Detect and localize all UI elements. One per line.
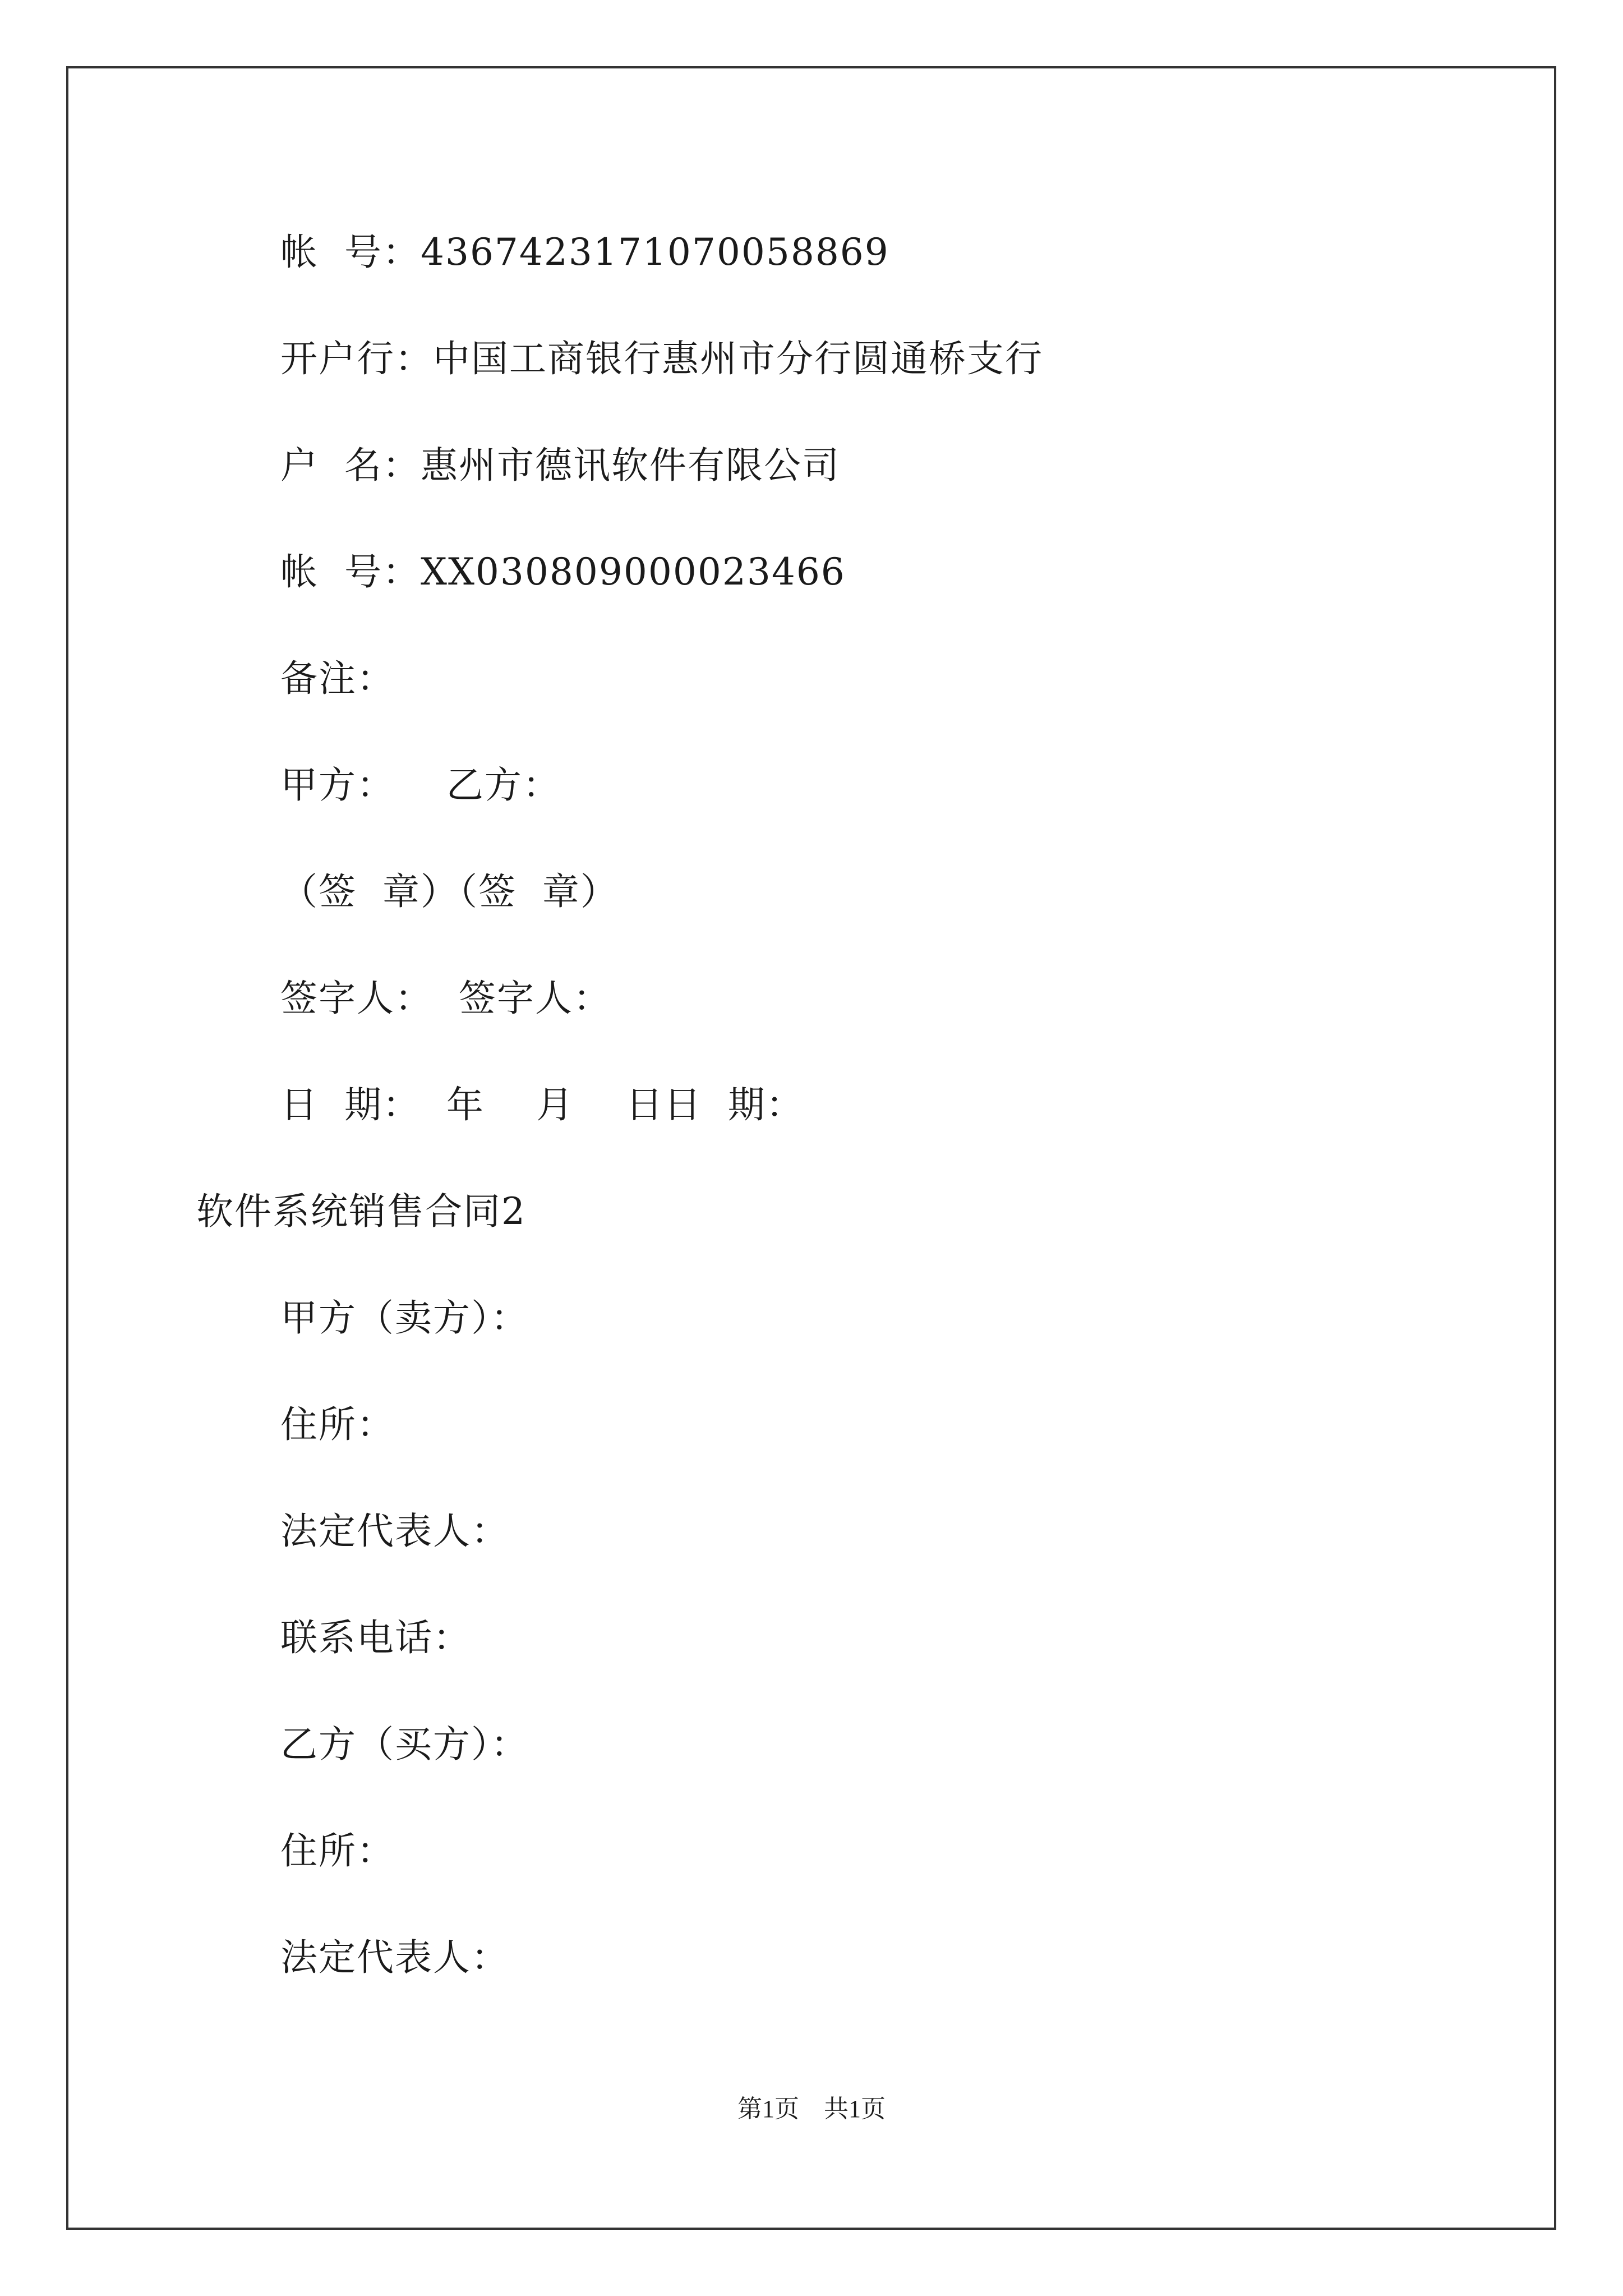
buyer-line: 乙方（买方）：: [280, 1723, 529, 1766]
parties-line: 甲方： 乙方：: [280, 763, 561, 807]
date-line: 日 期： 年 月 日日 期：: [280, 1083, 804, 1126]
buyer-representative-line: 法定代表人：: [280, 1936, 509, 1979]
page-footer: 第1页 共1页: [737, 2095, 886, 2123]
bank-line: 开户行：中国工商银行惠州市分行圆通桥支行: [280, 337, 1043, 380]
seller-line: 甲方（卖方）：: [280, 1296, 529, 1340]
buyer-address-line: 住所：: [280, 1829, 395, 1872]
signatory-line: 签字人： 签字人：: [280, 977, 611, 1020]
remarks-line: 备注：: [280, 657, 395, 700]
seal-line: （签 章）（签 章）: [280, 870, 619, 913]
section-title: 软件系统销售合同2: [196, 1190, 526, 1233]
seller-representative-line: 法定代表人：: [280, 1510, 509, 1553]
account-name-line: 户 名：惠州市德讯软件有限公司: [280, 444, 840, 487]
seller-phone-line: 联系电话：: [280, 1616, 471, 1659]
seller-address-line: 住所：: [280, 1403, 395, 1446]
account-number-line-1: 帐 号：4367423171070058869: [280, 231, 889, 274]
account-number-line-2: 帐 号：XX030809000023466: [280, 550, 846, 593]
page-border: [66, 66, 1556, 2230]
